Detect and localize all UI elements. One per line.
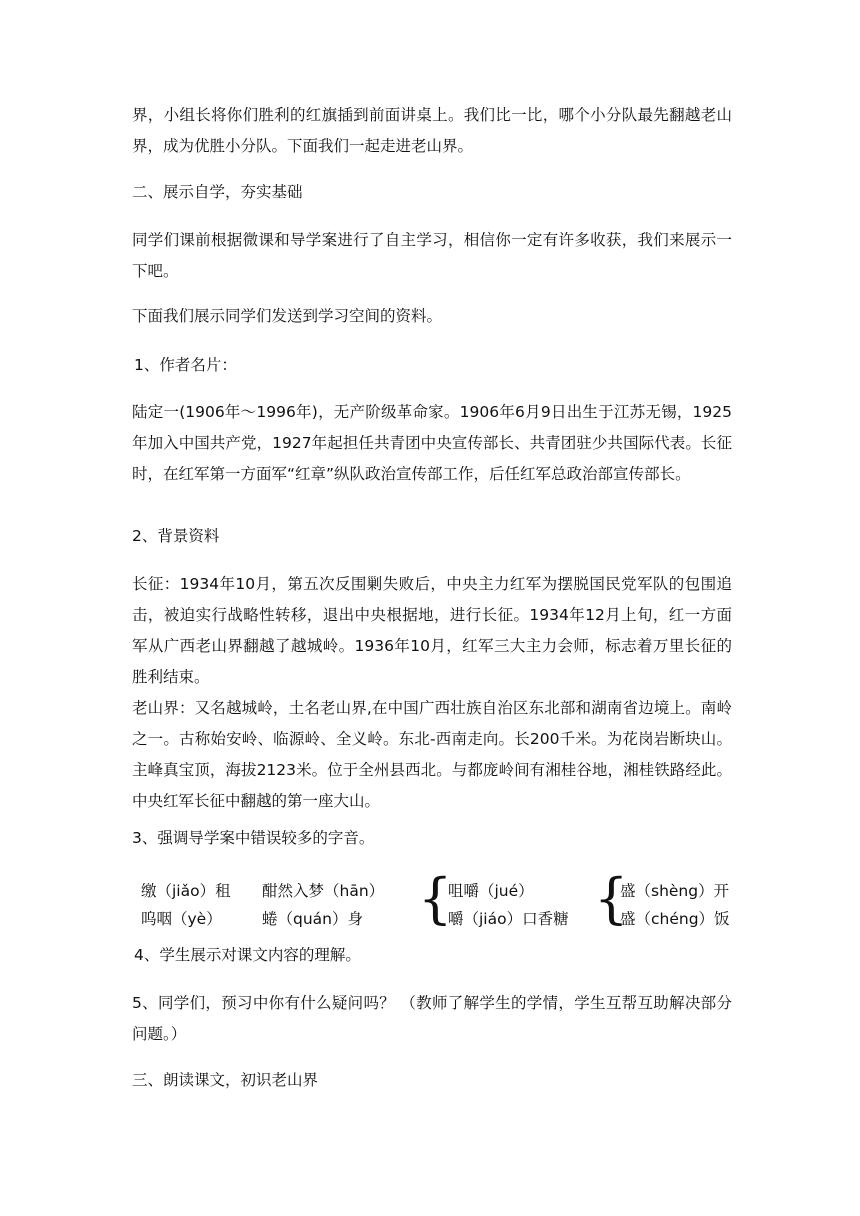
pron-item: 嚼（jiáo）口香糖 <box>448 910 569 928</box>
subheading-understanding: 4、学生展示对课文内容的理解。 <box>134 946 361 964</box>
section-heading-2: 二、展示自学，夯实基础 <box>132 183 303 201</box>
brace-symbol: { <box>594 867 629 930</box>
paragraph-author-bio: 陆定一(1906年～1996年)，无产阶级革命家。1906年6月9日出生于江苏无锡，1925年加入中国共产党，1927年起担任共青团中央宣传部长、共青团驻少共国际代表。长征时，在红军第一方面军“红章”纵队政治宣传部工作，后任红军总政治部宣传部长。 <box>132 403 732 483</box>
paragraph-questions: 5、同学们，预习中你有什么疑问吗？ （教师了解学生的学情，学生互帮互助解决部分问题。） <box>132 994 732 1043</box>
paragraph-long-march: 长征：1934年10月，第五次反围剿失败后，中央主力红军为摆脱国民党军队的包围追击，被迫实行战略性转移，退出中央根据地，进行长征。1934年12月上旬，红一方面军从广西老山界翻越了越城岭。1936年10月，红军三大主力会师，标志着万里长征的胜利结束。 <box>132 575 732 686</box>
paragraph-self-study: 同学们课前根据微课和导学案进行了自主学习，相信你一定有许多收获，我们来展示一下吧。 <box>132 231 732 280</box>
pron-item: 盛（shèng）开 <box>620 882 730 900</box>
subheading-background: 2、背景资料 <box>132 527 220 545</box>
subheading-author-card: 1、作者名片： <box>134 356 237 374</box>
paragraph-show-materials: 下面我们展示同学们发送到学习空间的资料。 <box>132 307 443 325</box>
pron-item: 呜咽（yè） <box>141 910 222 928</box>
pron-item: 缴（jiǎo）租 <box>141 882 231 900</box>
pron-item: 盛（chéng）饭 <box>620 910 730 928</box>
section-heading-3: 三、朗读课文，初识老山界 <box>132 1071 319 1089</box>
brace-symbol: { <box>418 867 453 930</box>
paragraph-intro-continuation: 界，小组长将你们胜利的红旗插到前面讲桌上。我们比一比，哪个小分队最先翻越老山界，成为优胜小分队。下面我们一起走进老山界。 <box>132 106 732 155</box>
pron-item: 酣然入梦（hān） <box>262 882 385 900</box>
pron-item: 咀嚼（jué） <box>448 882 534 900</box>
paragraph-laoshanjie: 老山界：又名越城岭，土名老山界,在中国广西壮族自治区东北部和湖南省边境上。南岭之一。古称始安岭、临源岭、全义岭。东北-西南走向。长200千米。为花岗岩断块山。主峰真宝顶，海拔2123米。位于全州县西北。与都庞岭间有湘桂谷地，湘桂铁路经此。中央红军长征中翻越的第一座大山。 <box>132 699 732 810</box>
subheading-pronunciation: 3、强调导学案中错误较多的字音。 <box>132 829 375 847</box>
pron-item: 蜷（quán）身 <box>262 910 363 928</box>
